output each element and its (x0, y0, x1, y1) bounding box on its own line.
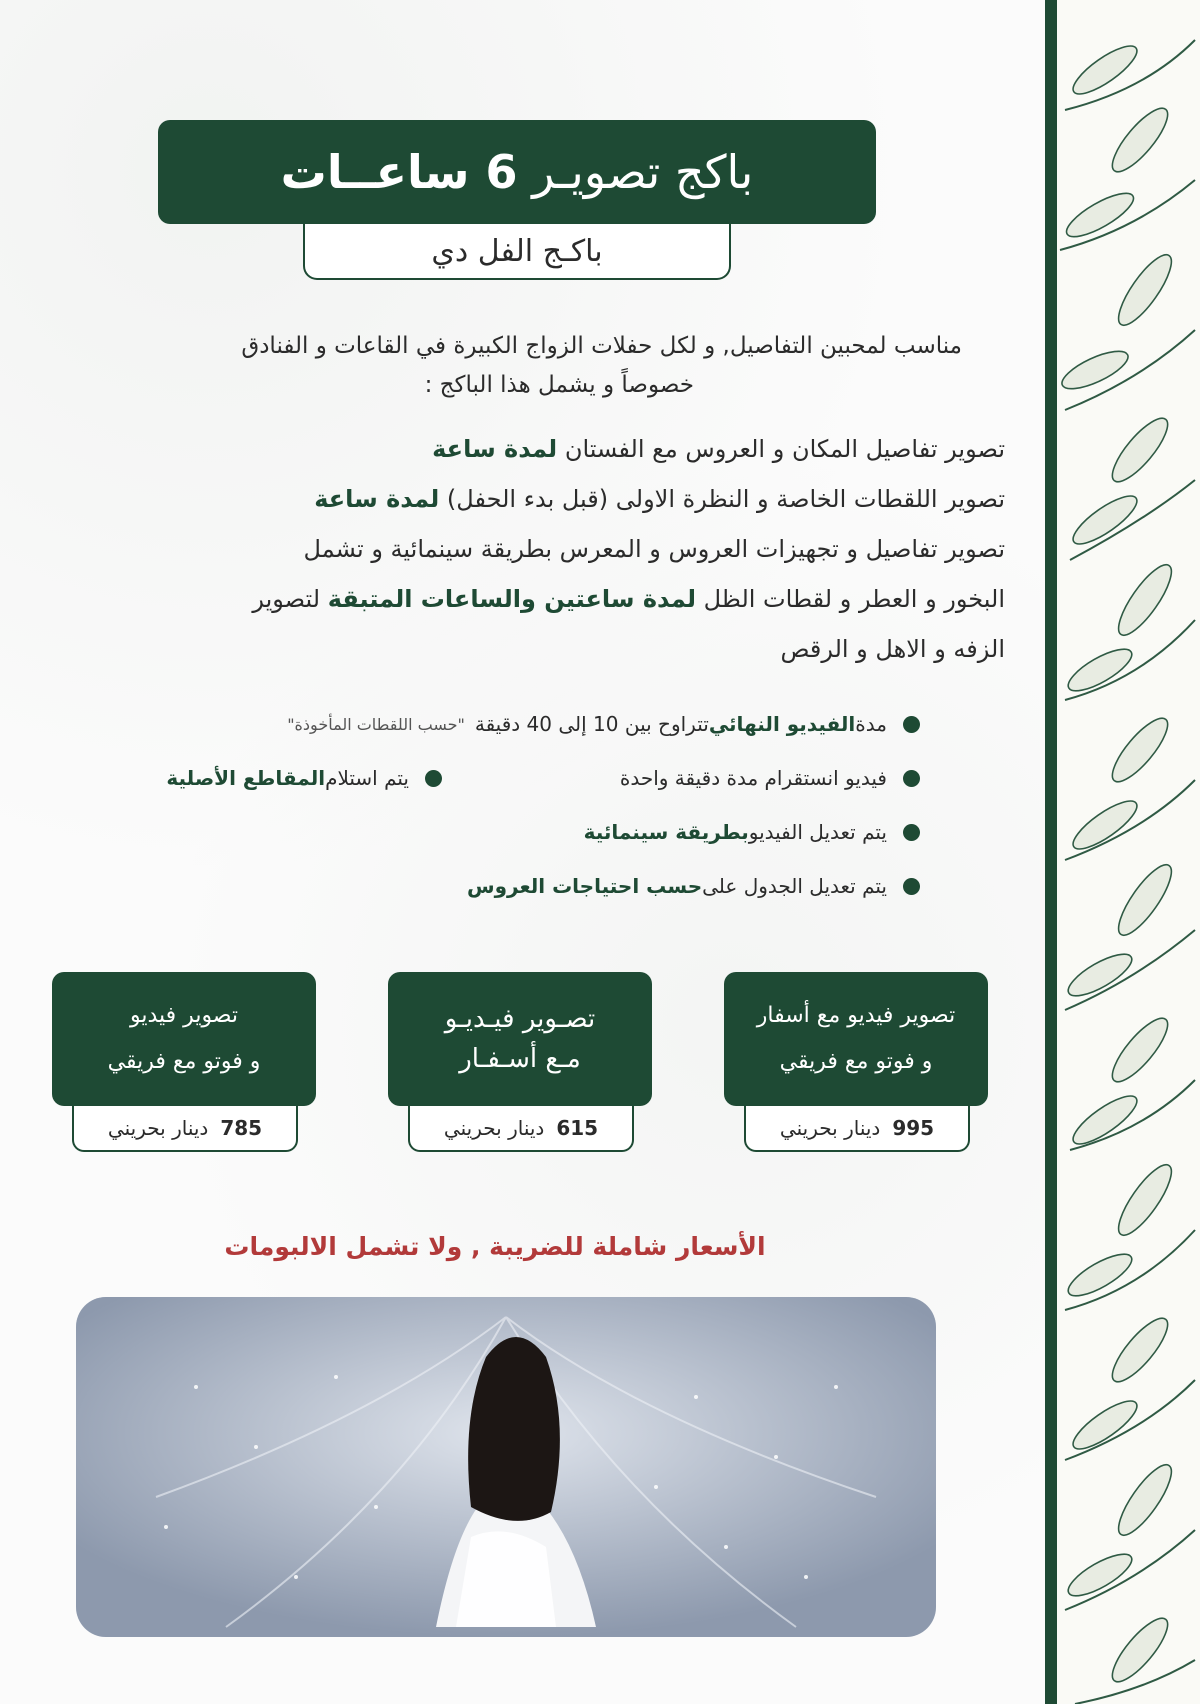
detail-line: البخور و العطر و لقطات الظل لمدة ساعتين والساعات المتبقة لتصوير (252, 585, 1005, 613)
bullet-dot (903, 770, 920, 787)
bullet-dot (903, 716, 920, 733)
leaf-decoration-strip (1045, 0, 1200, 1704)
feature-video-length: مدة الفيديو النهائي تتراوح بين 10 إلى 40 دقيقة "حسب اللقطات المأخوذة" (287, 712, 920, 736)
feature-editing: يتم تعديل الفيديو بطريقة سينمائية (584, 820, 920, 844)
bullet-dot (903, 878, 920, 895)
detail-line: تصوير تفاصيل و تجهيزات العروس و المعرس بطريقة سينمائية و تشمل (303, 535, 1005, 563)
package-card-video-travel-photo[interactable]: تصوير فيديو مع أسفار و فوتو مع فريقي (724, 972, 988, 1106)
page-title (281, 145, 754, 199)
feature-instagram: فيديو انستقرام مدة دقيقة واحدة (620, 766, 920, 790)
feature-note: "حسب اللقطات المأخوذة" (287, 714, 465, 734)
intro-line-2: خصوصاً و يشمل هذا الباكج : (424, 372, 694, 398)
details-paragraph (105, 424, 1005, 674)
detail-line: تصوير تفاصيل المكان و العروس مع الفستان لمدة ساعة (432, 435, 1005, 463)
feature-schedule: يتم تعديل الجدول على حسب احتياجات العروس (467, 874, 920, 898)
feature-originals: يتم استلام المقاطع الأصلية (166, 766, 442, 790)
title-banner (158, 120, 876, 224)
tax-note: الأسعار شاملة للضريبة , ولا تشمل الالبومات (224, 1232, 766, 1261)
title-prefix: باكج تصويـر (532, 145, 754, 199)
wedding-couple-photo (76, 1297, 936, 1637)
bullet-dot (425, 770, 442, 787)
detail-line: تصوير اللقطات الخاصة و النظرة الاولى (قبل بدء الحفل) لمدة ساعة (314, 485, 1005, 513)
package-card-video-travel[interactable]: تصـوير فيـديـو مـع أسـفـار (388, 972, 652, 1106)
bullet-dot (903, 824, 920, 841)
detail-line: الزفه و الاهل و الرقص (780, 635, 1005, 663)
intro-line-1: مناسب لمحبين التفاصيل, و لكل حفلات الزواج الكبيرة في القاعات و الفنادق (241, 333, 962, 359)
package-subtitle: باكـج الفل دي (431, 233, 603, 269)
package-price-995: 995 دينار بحريني (744, 1106, 970, 1152)
package-price-615: 615 دينار بحريني (408, 1106, 634, 1152)
green-side-bar (1045, 0, 1057, 1704)
title-hours: 6 ساعــات (280, 145, 518, 199)
package-price-785: 785 دينار بحريني (72, 1106, 298, 1152)
package-card-video-photo[interactable]: تصوير فيديو و فوتو مع فريقي (52, 972, 316, 1106)
subtitle-tab (303, 224, 731, 280)
